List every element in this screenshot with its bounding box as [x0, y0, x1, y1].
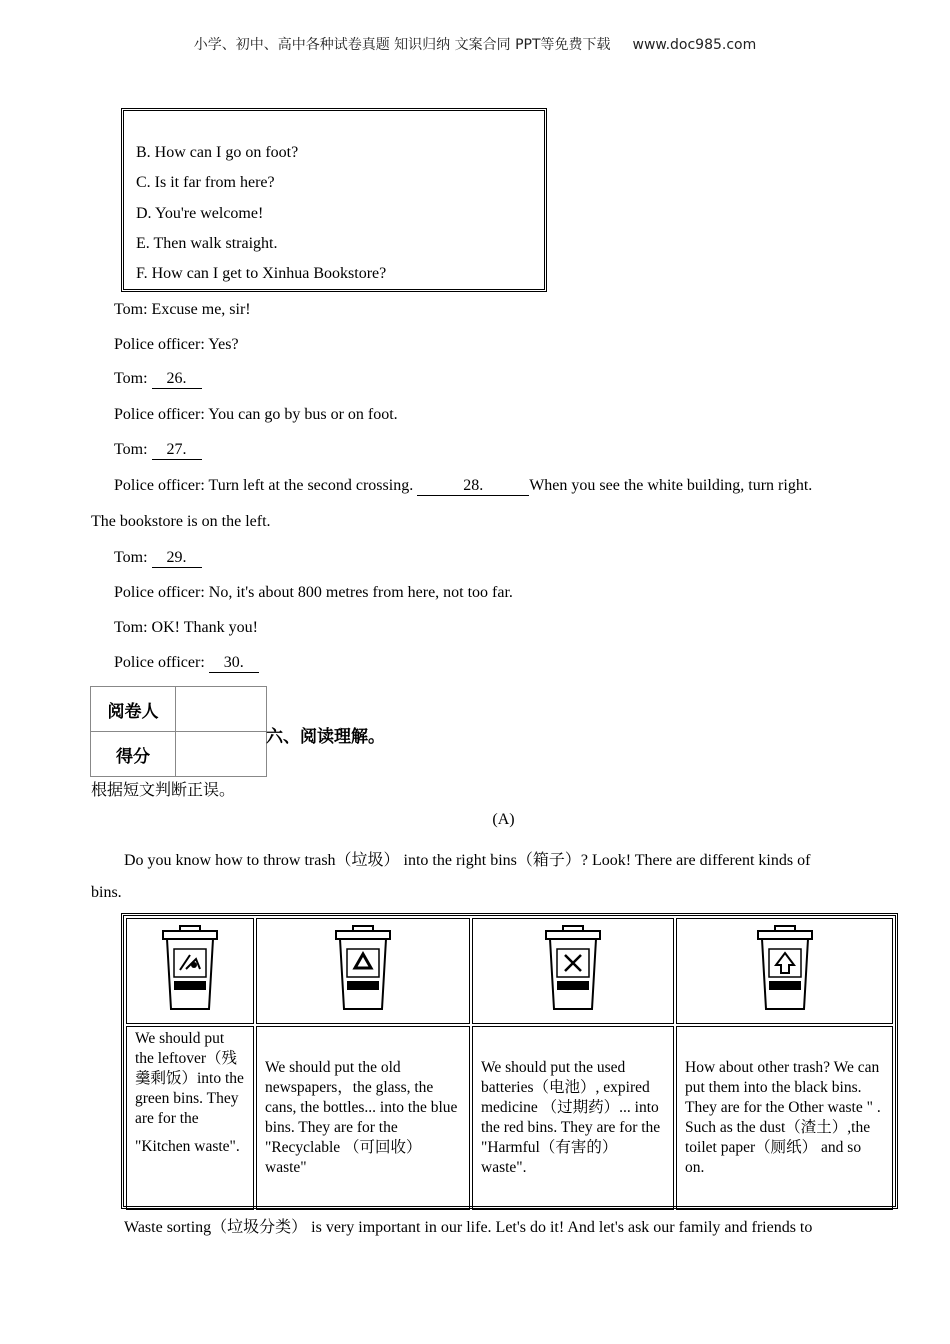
blank-27[interactable]: 27.	[152, 441, 202, 460]
reviewer-field[interactable]	[176, 687, 267, 732]
passage-closing: Waste sorting（垃圾分类） is very important in our life. Let's do it! And let's ask our family and friends to	[124, 1219, 813, 1236]
blank-26[interactable]: 26.	[152, 370, 202, 389]
options-box	[121, 108, 547, 292]
section-instruction: 根据短文判断正误。	[91, 780, 236, 799]
option-c: C. Is it far from here?	[136, 174, 275, 191]
part-label: (A)	[492, 811, 515, 828]
dialogue-line: Police officer: You can go by bus or on foot.	[114, 406, 398, 423]
bin-description-other	[676, 1026, 893, 1210]
other-waste-bin-icon	[755, 925, 815, 1011]
dialogue-line-continued: The bookstore is on the left.	[91, 513, 271, 530]
dialogue-line: Tom: Excuse me, sir!	[114, 301, 251, 318]
bin-text: How about other trash? We can put them into the black bins. They are for the Other waste " . Such as the dust（渣土）,the toilet paper（厕纸） and so on.	[685, 1059, 881, 1176]
bin-cell	[256, 918, 470, 1024]
blank-28[interactable]: 28.	[417, 477, 529, 496]
dialogue-line: Police officer: No, it's about 800 metres from here, not too far.	[114, 584, 513, 601]
speaker: Police officer:	[114, 654, 205, 671]
blank-30[interactable]: 30.	[209, 654, 259, 673]
bin-text: We should put the old newspapers，the glass, the cans, the bottles... into the blue bins. They are for the "Recyclable （可回收） waste"	[265, 1059, 458, 1176]
score-field[interactable]	[176, 732, 267, 777]
header-url[interactable]: www.doc985.com	[632, 37, 757, 53]
speaker: Tom:	[114, 549, 148, 566]
score-label: 得分	[91, 732, 176, 777]
option-b: B. How can I go on foot?	[136, 144, 299, 161]
score-table	[90, 686, 267, 777]
dialogue-line	[114, 549, 202, 568]
option-e: E. Then walk straight.	[136, 235, 278, 252]
bin-text: We should put the leftover（残羹剩饭）into the green bins. They are for the	[135, 1030, 244, 1127]
harmful-waste-bin-icon	[543, 925, 603, 1011]
dialogue-text: When you see the white building, turn right.	[529, 477, 813, 494]
kitchen-waste-bin-icon	[160, 925, 220, 1011]
dialogue-line	[114, 441, 202, 460]
bin-text: "Kitchen waste".	[135, 1138, 240, 1155]
recyclable-bin-icon	[333, 925, 393, 1011]
section-title: 六、阅读理解。	[266, 727, 385, 747]
dialogue-line	[114, 654, 259, 673]
bin-cell	[676, 918, 893, 1024]
reviewer-label: 阅卷人	[91, 687, 176, 732]
bin-description-recyclable	[256, 1026, 470, 1210]
bin-cell	[126, 918, 254, 1024]
dialogue-line	[114, 477, 812, 496]
option-d: D. You're welcome!	[136, 205, 264, 222]
option-f: F. How can I get to Xinhua Bookstore?	[136, 265, 387, 282]
dialogue-line: Tom: OK! Thank you!	[114, 619, 258, 636]
bin-text: We should put the used batteries（电池）, expired medicine （过期药）... into the red bins. They are for the "Harmful（有害的） waste".	[481, 1059, 661, 1176]
speaker: Tom:	[114, 441, 148, 458]
bin-description-kitchen	[126, 1026, 254, 1210]
passage-intro: Do you know how to throw trash（垃圾） into the right bins（箱子）? Look! There are different kinds of	[124, 852, 811, 869]
speaker: Tom:	[114, 370, 148, 387]
bin-cell	[472, 918, 674, 1024]
page-header	[0, 34, 950, 54]
header-text: 小学、初中、高中各种试卷真题 知识归纳 文案合同 PPT等免费下载	[193, 37, 611, 53]
blank-29[interactable]: 29.	[152, 549, 202, 568]
dialogue-line: Police officer: Yes?	[114, 336, 239, 353]
bin-description-harmful	[472, 1026, 674, 1210]
bins-table	[121, 913, 898, 1209]
dialogue-text: Police officer: Turn left at the second crossing.	[114, 477, 414, 494]
passage-intro-cont: bins.	[91, 884, 122, 901]
dialogue-line	[114, 370, 202, 389]
